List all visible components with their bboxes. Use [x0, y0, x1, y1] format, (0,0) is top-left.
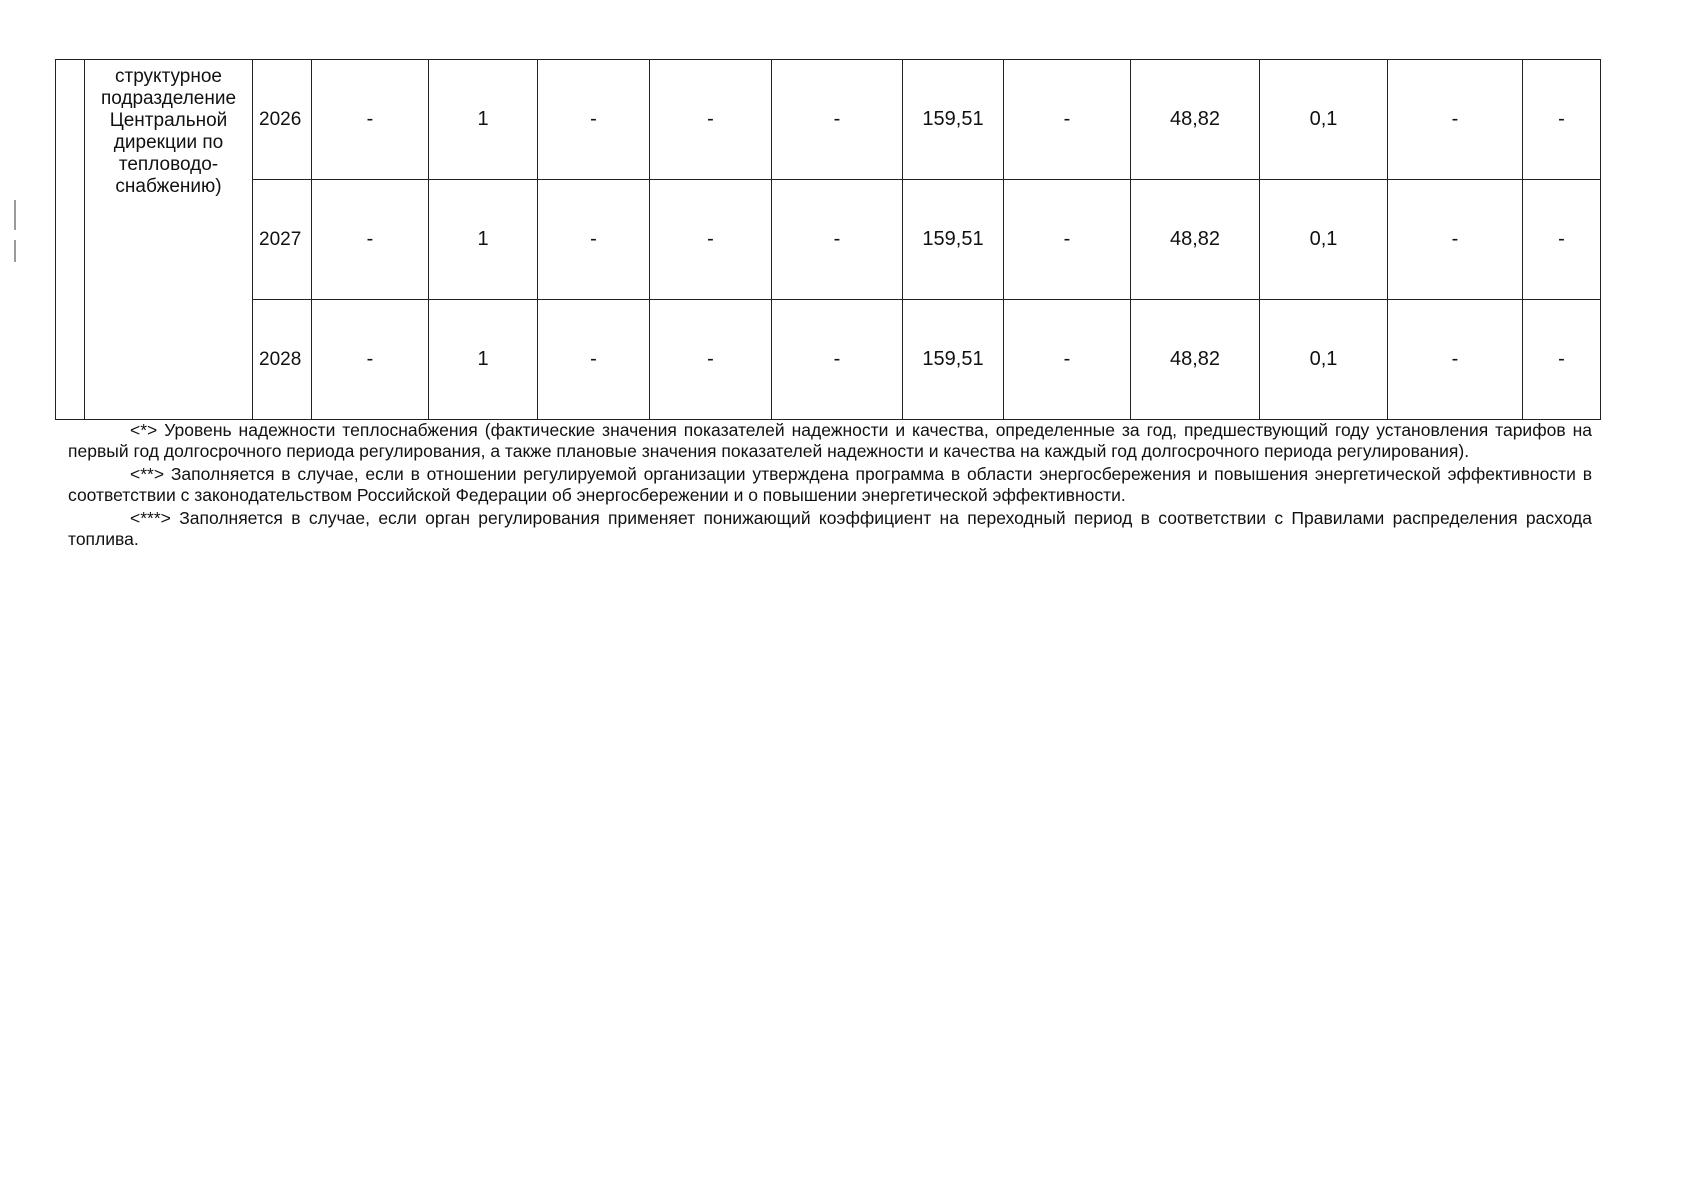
year-cell: 2028	[253, 300, 312, 420]
table-cell: -	[650, 300, 772, 420]
year-cell: 2027	[253, 180, 312, 300]
row-number-cell	[56, 60, 85, 420]
table-cell: -	[1388, 60, 1523, 180]
table-cell: 1	[429, 180, 538, 300]
table-cell: 159,51	[903, 300, 1004, 420]
table-row	[56, 300, 1601, 420]
table-cell: -	[312, 300, 429, 420]
table-cell: -	[538, 300, 650, 420]
footnote-reduction-coefficient: <***> Заполняется в случае, если орган регулирования применяет понижающий коэффициент на переходный период в соответствии с Правилами распределения расхода топлива.	[68, 508, 1592, 549]
table-cell: 0,1	[1260, 60, 1388, 180]
table-cell: -	[312, 60, 429, 180]
table-cell: -	[1388, 300, 1523, 420]
table-cell: 159,51	[903, 180, 1004, 300]
table-cell: -	[1523, 300, 1601, 420]
table-cell: 48,82	[1131, 60, 1260, 180]
table-cell: -	[772, 300, 903, 420]
table-cell: -	[1004, 300, 1131, 420]
footnote-reliability: <*> Уровень надежности теплоснабжения (фактические значения показателей надежности и качества, определенные за год, предшествующий году установления тарифов на первый год долгосрочного периода регулирования, а также плановые значения показателей надежности и качества на каждый год долгосрочного периода регулирования).	[68, 420, 1592, 461]
table-cell: -	[772, 60, 903, 180]
table-cell: 1	[429, 300, 538, 420]
table-cell: -	[1004, 180, 1131, 300]
footnote-energy-saving: <**> Заполняется в случае, если в отношении регулируемой организации утверждена программа в области энергосбережения и повышения энергетической эффективности в соответствии с законодательством Российской Федерации об энергосбережении и о повышении энергетической эффективности.	[68, 464, 1592, 505]
footnotes	[68, 420, 1592, 552]
year-cell: 2026	[253, 60, 312, 180]
table-cell: -	[538, 60, 650, 180]
table-cell: 159,51	[903, 60, 1004, 180]
indicators-table	[55, 59, 1601, 420]
table-cell: -	[1523, 60, 1601, 180]
scan-artifact	[14, 200, 16, 230]
table-cell: -	[312, 180, 429, 300]
table-cell: 0,1	[1260, 180, 1388, 300]
table-cell: 1	[429, 60, 538, 180]
table-cell: -	[650, 60, 772, 180]
table-cell: -	[1523, 180, 1601, 300]
table-row	[56, 60, 1601, 180]
table-cell: -	[650, 180, 772, 300]
table-cell: -	[1388, 180, 1523, 300]
organization-cell: структурное подразделение Центральной дирекции по тепловодо-снабжению)	[85, 60, 253, 420]
table-cell: -	[1004, 60, 1131, 180]
table-cell: -	[538, 180, 650, 300]
scan-artifact	[14, 240, 16, 262]
table-cell: 48,82	[1131, 300, 1260, 420]
table-row	[56, 180, 1601, 300]
table-cell: -	[772, 180, 903, 300]
table-cell: 0,1	[1260, 300, 1388, 420]
table-cell: 48,82	[1131, 180, 1260, 300]
